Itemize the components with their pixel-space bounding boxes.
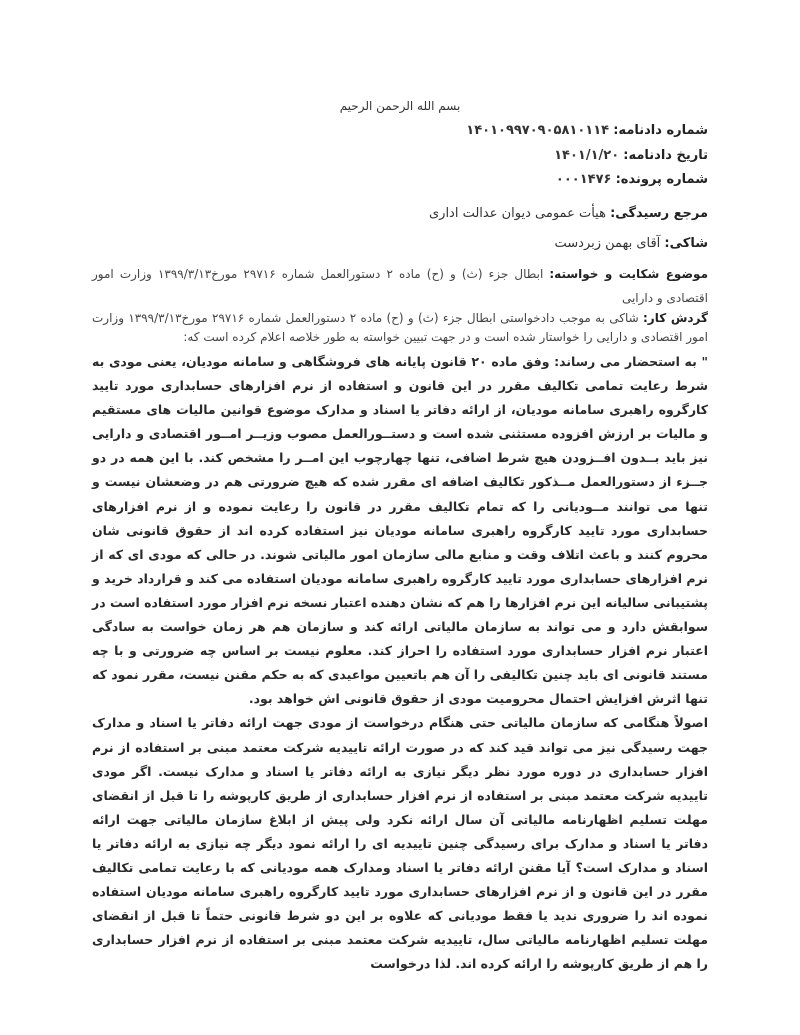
case-date-line [554,148,708,164]
procedure-value: شاکی به موجب دادخواستی ابطال جزء (ث) و (ح) ماده ۲ دستورالعمل شماره ۲۹۷۱۶ مورخ۱۳۹۹/۳/۱۳ وزارت امور اقتصادی و دارایی را خواستار شده است و در جهت تبیین خواسته به طور خلاصه اعلام کرده است که: [92,311,708,344]
file-number-value: ۰۰۰۱۴۷۶ [555,172,612,187]
case-number-label: شماره دادنامه: [613,123,708,138]
plaintiff-line [555,236,708,252]
plaintiff-value: آقای بهمن زبردست [554,236,661,251]
case-date-label: تاریخ دادنامه: [623,148,708,163]
subject-label: موضوع شکایت و خواسته: [549,267,708,281]
file-number-label: شماره پرونده: [615,172,708,187]
procedure-label: گردش کار: [642,311,708,325]
authority-label: مرجع رسیدگی: [610,206,708,221]
authority-value: هیأت عمومی دیوان عدالت اداری [428,206,606,221]
subject-paragraph [92,262,708,310]
case-number-line [466,123,708,139]
subject-value: ابطال جزء (ث) و (ح) ماده ۲ دستورالعمل شماره ۲۹۷۱۶ مورخ۱۳۹۹/۳/۱۳ وزارت امور اقتصادی و دارایی [92,267,708,305]
body-paragraph-1: " به استحضار می رساند: وفق ماده ۲۰ قانون پایانه های فروشگاهی و سامانه مودیان، یعنی مودی به شرط رعایت تمامی تکالیف مقرر در این قانون و استفاده از نرم افزارهای حسابداری مورد تایید کارگروه راهبری سامانه مودیان، از ارائه دفاتر یا اسناد و مدارک موضوع قوانین مالیات های مستقیم و مالیات بر ارزش افزوده مستثنی شده است و دستــورالعمل مصوب وزیــر امــور اقتصادی و دارایی نیز باید بــدون افــزودن هیچ شرط اضافی، تنها چهارچوب این امــر را مشخص کند. با این همه در دو جــزء از دستورالعمل مــذکور تکالیف اضافه ای مقرر شده که هیچ ضرورتی هم در وضعشان نیست و تنها می توانند مــودیانی را که تمام تکالیف مقرر در قانون را رعایت نموده و از نرم افزارهای حسابداری مورد تایید کارگروه راهبری سامانه مودیان نیز استفاده کرده اند از حقوق قانونی شان محروم کنند و باعث اتلاف وقت و منابع مالی سازمان امور مالیاتی شوند. در حالی که مودی ای که از نرم افزارهای حسابداری مورد تایید کارگروه راهبری سامانه مودیان استفاده می کند و قرارداد خرید و پشتیبانی سالیانه این نرم افزارها را هم که نشان دهنده اعتبار نسخه نرم افزار مورد استفاده است در سوابقش دارد و می تواند به سازمان مالیاتی ارائه کند و سازمان هم هر زمان خواست به سادگی اعتبار نرم افزار حسابداری مورد استفاده را احراز کند. معلوم نیست بر اساس چه ضرورتی و با چه مستند قانونی ای باید چنین تکالیفی را آن هم باتعیین مواعیدی که به حکم مقنن نیست، مقرر نمود که تنها اثرش افزایش احتمال محرومیت مودی از حقوق قانونی اش خواهد بود. [92,354,708,707]
complaint-body [92,350,708,976]
procedure-paragraph [92,309,708,347]
case-number-value: ۱۴۰۱۰۹۹۷۰۹۰۵۸۱۰۱۱۴ [466,123,610,138]
body-paragraph-2: اصولاً هنگامی که سازمان مالیاتی حتی هنگام درخواست از مودی جهت ارائه دفاتر یا اسناد و مدارک جهت رسیدگی نیز می تواند قید کند که در صورت ارائه تاییدیه شرکت معتمد مبنی بر استفاده از نرم افزار حسابداری در دوره مورد نظر دیگر نیازی به ارائه دفاتر یا اسناد و مدارک نیست. اگر مودی تاییدیه شرکت معتمد مبنی بر استفاده از نرم افزار حسابداری از طریق کارپوشه را تا قبل از انقضای مهلت تسلیم اظهارنامه مالیاتی آن سال ارائه نکرد ولی پیش از ابلاغ سازمان مالیاتی جهت ارائه دفاتر یا اسناد و مدارک برای رسیدگی چنین تاییدیه ای را ارائه نمود دیگر چه نیازی به ارائه دفاتر یا اسناد و مدارک است؟ آیا مقنن ارائه دفاتر یا اسناد ومدارک همه مودیانی که با رعایت تمامی تکالیف مقرر در این قانون و از نرم افزارهای حسابداری مورد تایید کارگروه راهبری سامانه مودیان استفاده نموده اند را ضروری ندید یا فقط مودیانی که علاوه بر این دو شرط قانونی حتماً تا قبل از انقضای مهلت تسلیم اظهارنامه مالیاتی سال، تاییدیه شرکت معتمد مبنی بر استفاده از نرم افزار حسابداری را هم از طریق کارپوشه را ارائه کرده اند. لذا درخواست [92,715,708,972]
authority-line [429,206,708,222]
case-date-value: ۱۴۰۱/۱/۲۰ [554,148,620,163]
bismillah-heading: بسم الله الرحمن الرحیم [339,99,461,113]
plaintiff-label: شاکی: [664,236,708,251]
file-number-line [556,172,708,188]
